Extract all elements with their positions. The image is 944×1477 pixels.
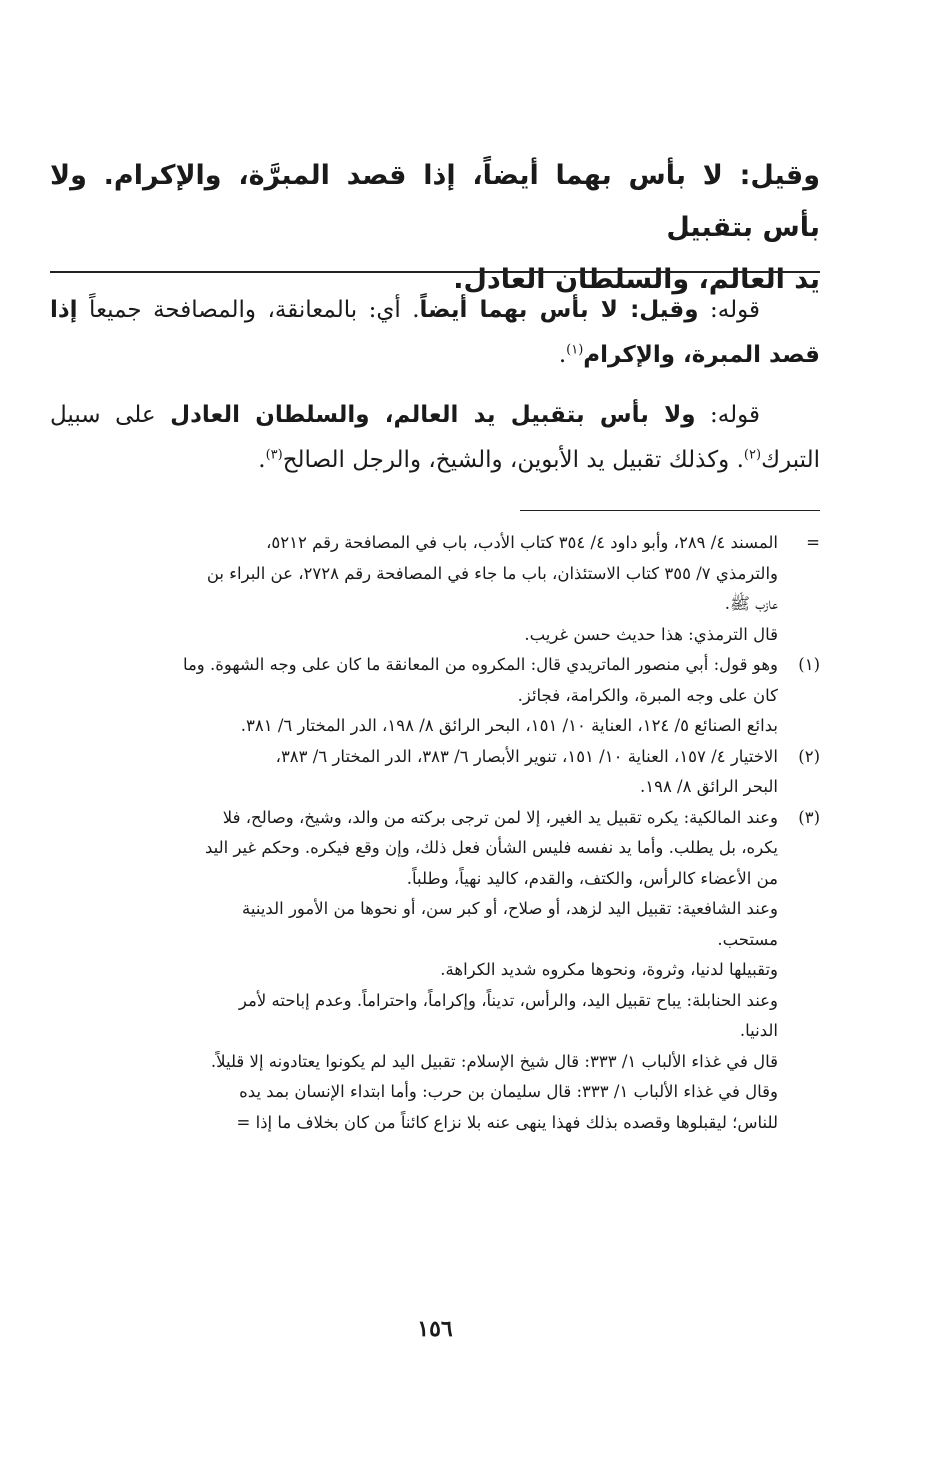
footnote-marker: (٣) bbox=[798, 807, 820, 827]
footnote-3 bbox=[50, 803, 820, 1139]
footnote-line: كان على وجه المبرة، والكرامة، فجائز. bbox=[517, 685, 778, 705]
commentary-lead: قوله: bbox=[695, 402, 761, 428]
footnote-line: وعند المالكية: يكره تقبيل يد الغير، إلا لمن ترجى بركته من والد، وشيخ، وصالح، فلا bbox=[222, 807, 778, 827]
commentary-end: . bbox=[258, 447, 266, 473]
footnote-line: البحر الرائق ٨/ ١٩٨. bbox=[639, 777, 778, 796]
commentary-explanation: . أي: بالمعانقة، والمصافحة جميعاً bbox=[77, 297, 420, 323]
book-page bbox=[50, 0, 820, 1477]
commentary-end: . bbox=[558, 342, 567, 368]
footnote-line: المسند ٤/ ٢٨٩، وأبو داود ٤/ ٣٥٤ كتاب الأدب، باب في المصافحة رقم ٥٢١٢، bbox=[266, 533, 778, 552]
footnote-1 bbox=[50, 650, 820, 742]
footnote-line: مستحب. bbox=[717, 929, 778, 949]
page-number: ١٥٦ bbox=[417, 1316, 453, 1342]
commentary-section bbox=[50, 288, 820, 498]
commentary-explanation: على سبيل التبرك bbox=[50, 402, 820, 473]
footnote-marker: = bbox=[806, 533, 820, 552]
commentary-paragraph-2 bbox=[50, 393, 820, 483]
commentary-explanation: . وكذلك تقبيل يد الأبوين، والشيخ، والرجل الصالح bbox=[282, 447, 744, 473]
footnote-line: وعند الشافعية: تقبيل اليد لزهد، أو صلاح، أو كبر سن، أو نحوها من الأمور الدينية bbox=[242, 899, 778, 918]
matn-separator-rule bbox=[50, 271, 820, 273]
matn-line-1: وقيل: لا بأس بهما أيضاً، إذا قصد المبرَّة، والإكرام. ولا بأس بتقبيل bbox=[50, 160, 820, 243]
commentary-lead: قوله: bbox=[698, 297, 760, 323]
footnote-line: الاختيار ٤/ ١٥٧، العناية ١٠/ ١٥١، تنوير الأبصار ٦/ ٣٨٣، الدر المختار ٦/ ٣٨٣، bbox=[275, 746, 778, 766]
footnote-line: يكره، بل يطلب. وأما يد نفسه فليس الشأن فعل ذلك، وإن وقع فيكره. وحكم غير اليد bbox=[204, 838, 778, 857]
footnote-line: للناس؛ ليقبلوها وقصده بذلك فهذا ينهى عنه بلا نزاع كائناً من كان بخلاف ما إذا = bbox=[236, 1112, 778, 1132]
commentary-quote: إذا قصد المبرة، والإكرام bbox=[50, 297, 820, 368]
footnote-ref-3: (٣) bbox=[265, 447, 283, 463]
footnote-line: الدنيا. bbox=[739, 1021, 778, 1040]
footnote-continuation bbox=[50, 528, 820, 650]
matn-line-2: يد العالم، والسلطان العادل. bbox=[453, 264, 820, 295]
footnote-ref-1: (١) bbox=[566, 342, 584, 358]
commentary-paragraph-1 bbox=[50, 288, 820, 378]
commentary-quote: وقيل: لا بأس بهما أيضاً bbox=[419, 297, 699, 323]
footnote-line: بدائع الصنائع ٥/ ١٢٤، العناية ١٠/ ١٥١، البحر الرائق ٨/ ١٩٨، الدر المختار ٦/ ٣٨١. bbox=[240, 716, 778, 735]
footnote-marker: (١) bbox=[798, 655, 820, 674]
footnote-line: وعند الحنابلة: يباح تقبيل اليد، والرأس، تديناً، وإكراماً، واحتراماً. وعدم إباحته لأمر bbox=[238, 990, 778, 1010]
footnote-ref-2: (٢) bbox=[743, 447, 762, 463]
footnote-line: وهو قول: أبي منصور الماتريدي قال: المكروه من المعانقة ما كان على وجه الشهوة. وما bbox=[182, 655, 778, 674]
footnote-line: والترمذي ٧/ ٣٥٥ كتاب الاستئذان، باب ما جاء في المصافحة رقم ٢٧٢٨، عن البراء بن bbox=[206, 563, 778, 583]
footnote-line: قال في غذاء الألباب ١/ ٣٣٣: قال شيخ الإسلام: تقبيل اليد لم يكونوا يعتادونه إلا قليلاً. bbox=[210, 1051, 778, 1071]
footnote-line: وقال في غذاء الألباب ١/ ٣٣٣: قال سليمان بن حرب: وأما ابتداء الإنسان بمد يده bbox=[239, 1082, 778, 1101]
footnote-separator-rule bbox=[520, 510, 820, 511]
footnote-line: قال الترمذي: هذا حديث حسن غريب. bbox=[524, 624, 778, 644]
footnote-line: وتقبيلها لدنيا، وثروة، ونحوها مكروه شديد الكراهة. bbox=[440, 960, 778, 979]
footnote-line: عازب ﷺ. bbox=[724, 594, 778, 613]
matn-text bbox=[50, 150, 820, 306]
commentary-quote: ولا بأس بتقبيل يد العالم، والسلطان العادل bbox=[170, 402, 696, 428]
footnotes-section bbox=[50, 528, 820, 1138]
footnote-line: من الأعضاء كالرأس، والكتف، والقدم، كاليد نهياً، وطلباً. bbox=[406, 868, 778, 888]
footnote-2 bbox=[50, 742, 820, 803]
footnote-marker: (٢) bbox=[798, 746, 820, 766]
